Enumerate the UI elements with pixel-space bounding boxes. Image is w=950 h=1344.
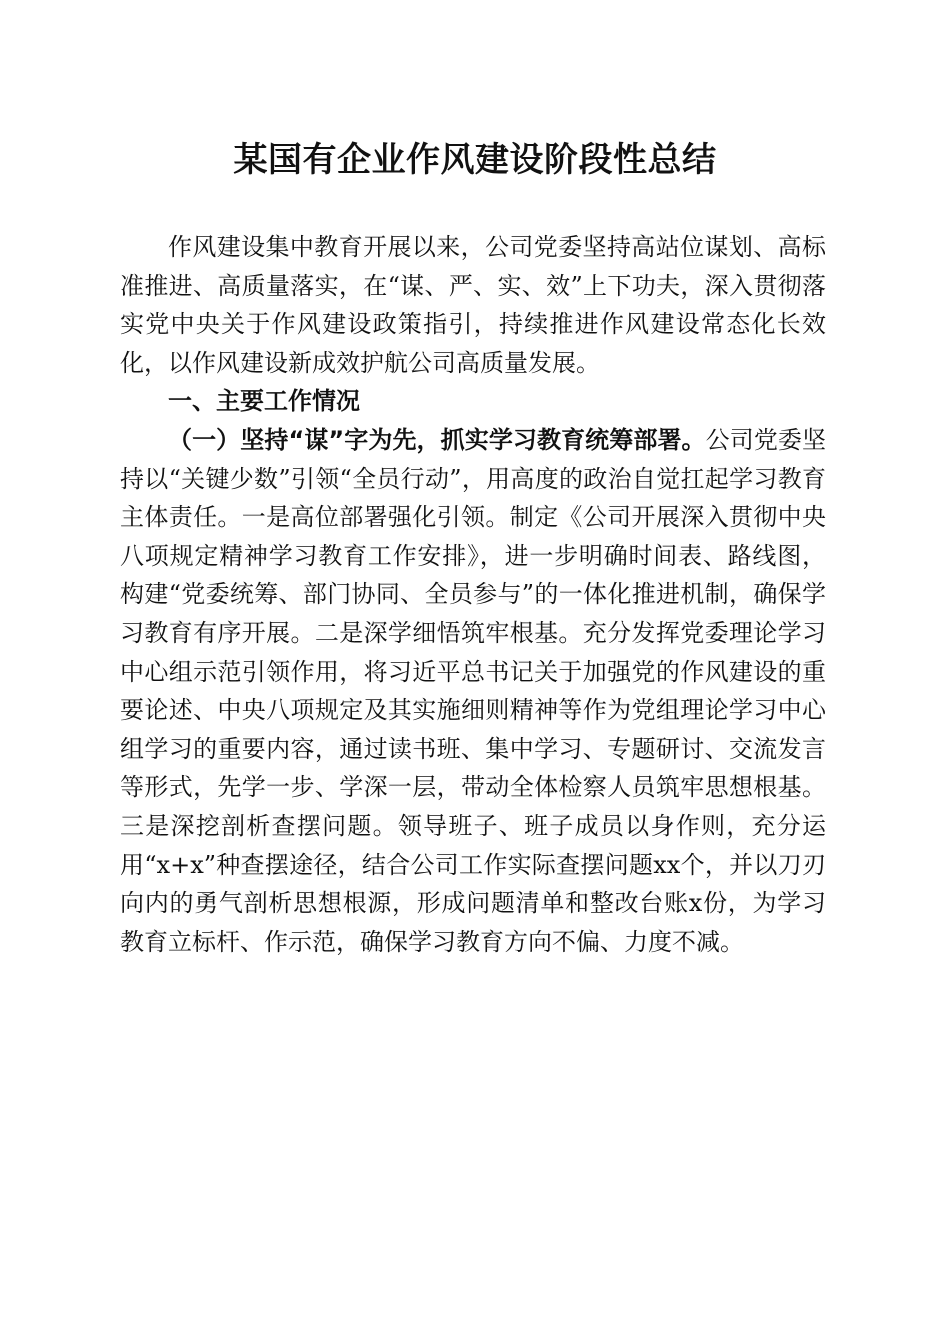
intro-paragraph: 作风建设集中教育开展以来，公司党委坚持高站位谋划、高标准推进、高质量落实，在“谋、严、实、效”上下功夫，深入贯彻落实党中央关于作风建设政策指引，持续推进作风建设常态化长效化，以作风建设新成效护航公司高质量发展。	[120, 233, 826, 377]
subsection-body: 公司党委坚持以“关键少数”引领“全员行动”，用高度的政治自觉扛起学习教育主体责任。一是高位部署强化引领。制定《公司开展深入贯彻中央八项规定精神学习教育工作安排》，进一步明确时间表、路线图，构建“党委统筹、部门协同、全员参与”的一体化推进机制，确保学习教育有序开展。二是深学细悟筑牢根基。充分发挥党委理论学习中心组示范引领作用，将习近平总书记关于加强党的作风建设的重要论述、中央八项规定及其实施细则精神等作为党组理论学习中心组学习的重要内容，通过读书班、集中学习、专题研讨、交流发言等形式，先学一步、学深一层，带动全体检察人员筑牢思想根基。三是深挖剖析查摆问题。领导班子、班子成员以身作则，充分运用“x+x”种查摆途径，结合公司工作实际查摆问题xx个，并以刀刃向内的勇气剖析思想根源，形成问题清单和整改台账x份，为学习教育立标杆、作示范，确保学习教育方向不偏、力度不减。	[120, 425, 827, 956]
document-title: 某国有企业作风建设阶段性总结	[233, 140, 717, 180]
subsection-heading: （一）坚持“谋”字为先，抓实学习教育统筹部署。	[168, 425, 706, 454]
section-heading: 一、主要工作情况	[168, 387, 360, 416]
document-body	[120, 228, 826, 961]
subsection-paragraph	[120, 421, 826, 961]
